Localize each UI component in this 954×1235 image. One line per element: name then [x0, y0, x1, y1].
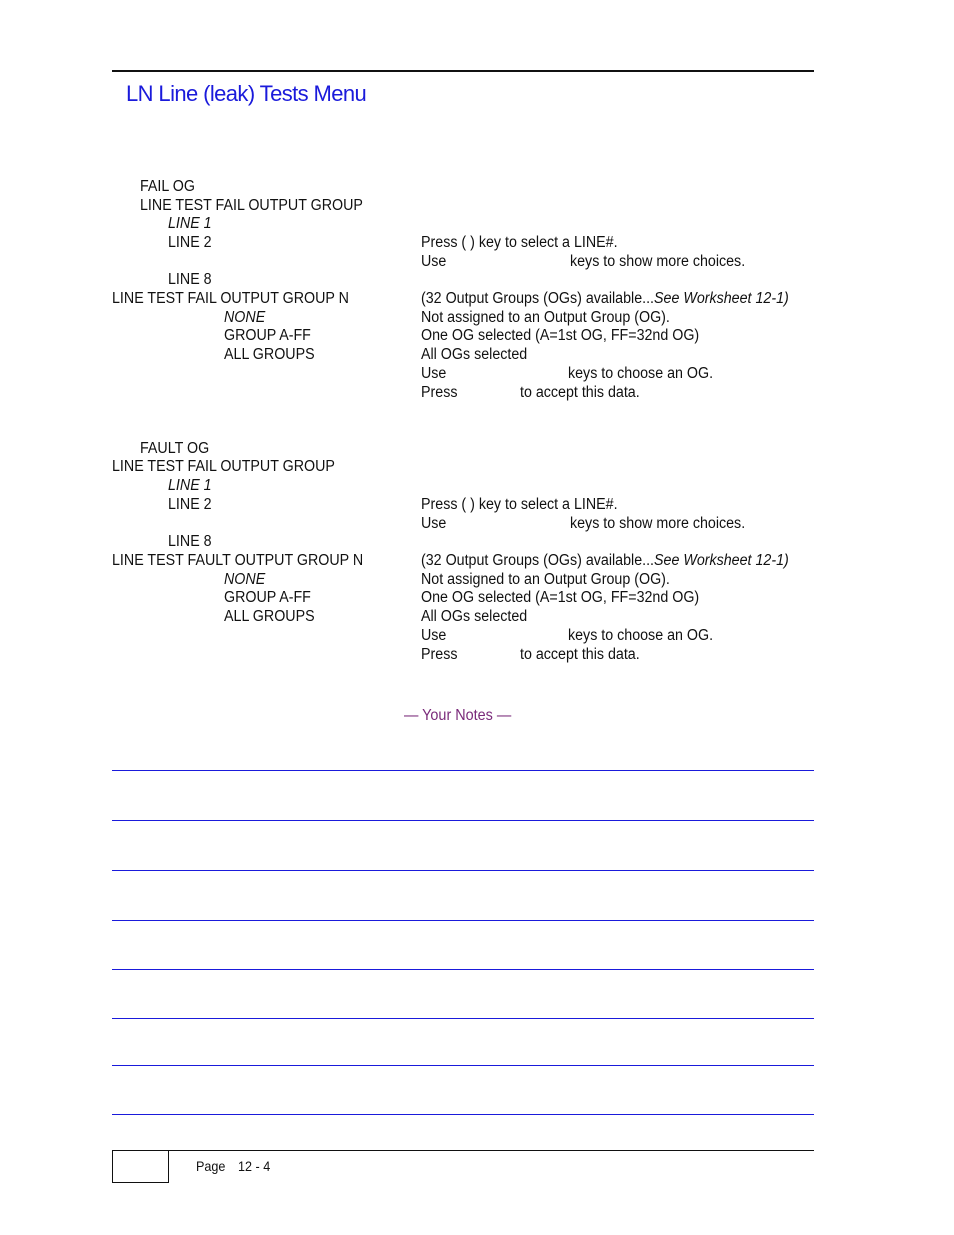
- fail-option-none: NONE: [224, 309, 266, 326]
- fault-desc-use2-prefix: Use: [421, 627, 447, 644]
- fail-desc-32-prefix: (32 Output Groups (OGs) available...: [421, 290, 655, 307]
- fail-desc-press-key: Press ( ) key to select a LINE#.: [421, 234, 618, 251]
- fault-group-heading: LINE TEST FAULT OUTPUT GROUP N: [112, 552, 364, 569]
- fault-option-group: GROUP A-FF: [224, 589, 311, 606]
- fault-desc-press-prefix: Press: [421, 646, 458, 663]
- note-line: [112, 969, 814, 970]
- footer-box: [112, 1150, 169, 1183]
- fail-desc-32-groups: [421, 289, 789, 308]
- fail-og-heading: LINE TEST FAIL OUTPUT GROUP: [140, 197, 363, 214]
- footer-page-number: [196, 1157, 283, 1175]
- fail-line-8: LINE 8: [168, 271, 212, 288]
- fault-desc-32-groups: [421, 551, 789, 570]
- footer-page-label: Page: [196, 1158, 226, 1174]
- fail-desc-use-suffix: keys to show more choices.: [570, 253, 746, 270]
- top-rule: [112, 70, 814, 72]
- fail-desc-none: Not assigned to an Output Group (OG).: [421, 309, 670, 326]
- fault-og-heading: LINE TEST FAIL OUTPUT GROUP: [112, 458, 335, 475]
- fail-og-menu-item: FAIL OG: [140, 178, 195, 195]
- note-line: [112, 770, 814, 771]
- footer-rule: [112, 1150, 814, 1151]
- fault-desc-press-suffix: to accept this data.: [520, 646, 640, 663]
- fault-line-8: LINE 8: [168, 533, 212, 550]
- page-title: LN Line (leak) Tests Menu: [126, 81, 367, 106]
- fault-desc-32-worksheet-ref: See Worksheet 12-1): [654, 552, 789, 569]
- fault-desc-use-prefix: Use: [421, 515, 447, 532]
- fault-line-1: LINE 1: [168, 477, 212, 494]
- fail-line-1: LINE 1: [168, 215, 212, 232]
- note-line: [112, 1018, 814, 1019]
- footer-page-value: 12 - 4: [238, 1158, 271, 1174]
- note-line: [112, 820, 814, 821]
- note-line: [112, 870, 814, 871]
- note-line: [112, 1065, 814, 1066]
- fail-option-group: GROUP A-FF: [224, 327, 311, 344]
- note-line: [112, 920, 814, 921]
- fault-desc-use2-suffix: keys to choose an OG.: [568, 627, 714, 644]
- fault-option-all: ALL GROUPS: [224, 608, 315, 625]
- fault-desc-32-prefix: (32 Output Groups (OGs) available...: [421, 552, 655, 569]
- fault-og-menu-item: FAULT OG: [140, 440, 210, 457]
- fail-desc-press-suffix: to accept this data.: [520, 384, 640, 401]
- fail-desc-use2-suffix: keys to choose an OG.: [568, 365, 714, 382]
- fail-line-2: LINE 2: [168, 234, 212, 251]
- fail-desc-group: One OG selected (A=1st OG, FF=32nd OG): [421, 327, 700, 344]
- fault-desc-all: All OGs selected: [421, 608, 528, 625]
- fault-desc-use-suffix: keys to show more choices.: [570, 515, 746, 532]
- fail-desc-32-worksheet-ref: See Worksheet 12-1): [654, 290, 789, 307]
- fail-desc-use-prefix: Use: [421, 253, 447, 270]
- fault-option-none: NONE: [224, 571, 266, 588]
- fail-option-all: ALL GROUPS: [224, 346, 315, 363]
- fault-desc-none: Not assigned to an Output Group (OG).: [421, 571, 670, 588]
- note-line: [112, 1114, 814, 1115]
- fault-line-2: LINE 2: [168, 496, 212, 513]
- fault-desc-press-key: Press ( ) key to select a LINE#.: [421, 496, 618, 513]
- fault-desc-group: One OG selected (A=1st OG, FF=32nd OG): [421, 589, 700, 606]
- fail-desc-press-prefix: Press: [421, 384, 458, 401]
- fail-group-heading: LINE TEST FAIL OUTPUT GROUP N: [112, 290, 349, 307]
- fail-desc-all: All OGs selected: [421, 346, 528, 363]
- fail-desc-use2-prefix: Use: [421, 365, 447, 382]
- notes-heading: — Your Notes —: [404, 707, 512, 724]
